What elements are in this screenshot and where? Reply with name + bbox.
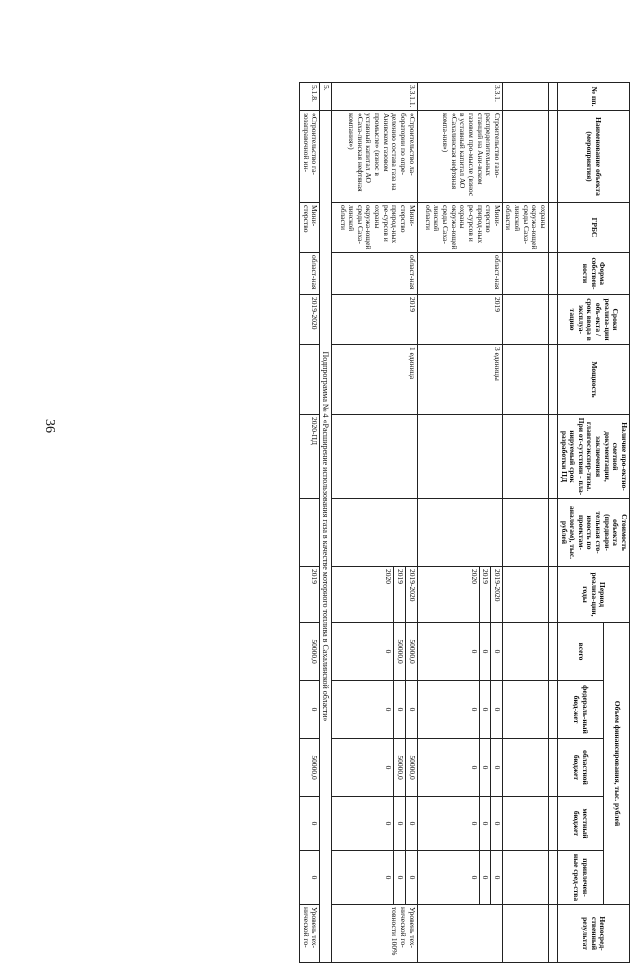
cell-attracted: 0 [394, 851, 406, 905]
header-cost: Стоимость объекта (предвари-тельная сто-имость по проектам-аналогам), тыс. рублей [558, 499, 630, 567]
row-num: 5.1.8. [299, 83, 319, 111]
header-docs: Наличие про-ектно-сметной документации, заключения главгосэкспер-тизы. При от-сутствии - пла-нируемый срок разработки ПД [558, 415, 630, 499]
header-name: Наименование объекта (мероприятия) [558, 111, 630, 203]
row-terms: 2019-2020 [299, 295, 319, 345]
row-terms: 2019 [417, 295, 502, 345]
header-num: № пп. [558, 83, 630, 111]
section-row [320, 83, 332, 963]
row-result: Уровень тех-нической го-товности 100% [332, 905, 417, 963]
financing-table [299, 82, 630, 963]
cell-regional: 50000,0 [299, 739, 319, 797]
section-num: 5. [320, 83, 332, 111]
row-docs: 2020-ПД [299, 415, 319, 499]
row-terms: 2019 [332, 295, 417, 345]
cell-total: 0 [479, 623, 491, 681]
header-capacity: Мощность [558, 345, 630, 415]
cell-federal: 0 [491, 681, 503, 739]
row-period: 2019-2020 [491, 567, 503, 623]
cell-attracted: 0 [479, 851, 491, 905]
header-federal: федераль-ный бюд-жет [558, 681, 604, 739]
row-name: Строительство газо-распределительных станций на Ани-вском газовом про-мысле (взнос в уставный капитал АО «Сахалинская нефтяная компа-ния») [417, 111, 502, 203]
cell-total: 0 [491, 623, 503, 681]
row-grbs: Мини-стерство природ-ных ре-сурсов и охраны окружа-ющей среды Саха-линской области [332, 203, 417, 253]
cell-local: 0 [406, 797, 418, 851]
row-ownership: област-ная [332, 253, 417, 295]
header-result: Непосред-ственный результат [558, 905, 630, 963]
cell-local: 0 [299, 797, 319, 851]
row-grbs: Мини-стерство природ-ных ре-сурсов и охраны окружа-ющей среды Саха-линской области [417, 203, 502, 253]
row-num: 3.3.1.1. [332, 83, 417, 111]
cell-regional: 0 [332, 739, 394, 797]
header-attracted: привлечен-ные сред-ства [558, 851, 604, 905]
continuation-row [502, 83, 548, 963]
cell-attracted: 0 [417, 851, 479, 905]
cell-attracted: 0 [299, 851, 319, 905]
cell-federal: 0 [479, 681, 491, 739]
row-result: Уровень тех-нической го- [299, 905, 319, 963]
header-ownership: Форма собствен-ности [558, 253, 630, 295]
header-regional: областной бюджет [558, 739, 604, 797]
header-period: Период реализа-ции, годы [558, 567, 630, 623]
row-ownership: област-ная [299, 253, 319, 295]
cell-local: 0 [479, 797, 491, 851]
continuation-grbs: охраны окружа-ющей среды Саха-линской области [502, 203, 548, 253]
cell-regional: 0 [479, 739, 491, 797]
row-period: 2019 [299, 567, 319, 623]
empty-row [549, 83, 558, 963]
header-terms: Сроки реализа-ции объ-екта / срок ввода в эксплуа-тацию [558, 295, 630, 345]
cell-attracted: 0 [332, 851, 394, 905]
cell-attracted: 0 [491, 851, 503, 905]
cell-local: 0 [332, 797, 394, 851]
cell-federal: 0 [299, 681, 319, 739]
cell-regional: 50000,0 [406, 739, 418, 797]
cell-regional: 0 [417, 739, 479, 797]
page-number: 36 [42, 419, 57, 433]
header-funding: Объем финансирования, тыс. рублей [603, 623, 629, 905]
table-row [406, 83, 418, 963]
cell-federal: 0 [406, 681, 418, 739]
header-total: всего [558, 623, 604, 681]
row-capacity: 3 единицы [417, 345, 502, 415]
cell-local: 0 [417, 797, 479, 851]
row-ownership: област-ная [417, 253, 502, 295]
row-capacity: 1 единица [332, 345, 417, 415]
row-grbs: Мини-стерство [299, 203, 319, 253]
table-row [299, 83, 319, 963]
cell-federal: 0 [417, 681, 479, 739]
cell-regional: 0 [491, 739, 503, 797]
row-period: 2019 [479, 567, 491, 623]
cell-total: 50000,0 [406, 623, 418, 681]
row-period: 2019 [394, 567, 406, 623]
cell-federal: 0 [332, 681, 394, 739]
cell-local: 0 [491, 797, 503, 851]
cell-total: 0 [417, 623, 479, 681]
cell-regional: 50000,0 [394, 739, 406, 797]
cell-total: 50000,0 [299, 623, 319, 681]
rotated-table-wrapper [190, 82, 630, 962]
section-title: Подпрограмма № 4 «Расширение использования газа в качестве моторного топлива в Сахалинской области» [320, 111, 332, 963]
cell-total: 0 [332, 623, 394, 681]
header-grbs: ГРБС [558, 203, 630, 253]
row-num: 3.3.1. [417, 83, 502, 111]
row-name: «Строительство ла-боратории по опре-делению состава газа на Анивском газовом промысле» (взнос в уставный капитал АО «Саха-линская нефтяная компания») [332, 111, 417, 203]
cell-local: 0 [394, 797, 406, 851]
row-name: «Строительство га-зозаправочной ин- [299, 111, 319, 203]
row-period: 2020 [332, 567, 394, 623]
header-local: местный бюджет [558, 797, 604, 851]
cell-total: 50000,0 [394, 623, 406, 681]
cell-federal: 0 [394, 681, 406, 739]
row-period: 2019-2020 [406, 567, 418, 623]
row-period: 2020 [417, 567, 479, 623]
cell-attracted: 0 [406, 851, 418, 905]
table-row [491, 83, 503, 963]
